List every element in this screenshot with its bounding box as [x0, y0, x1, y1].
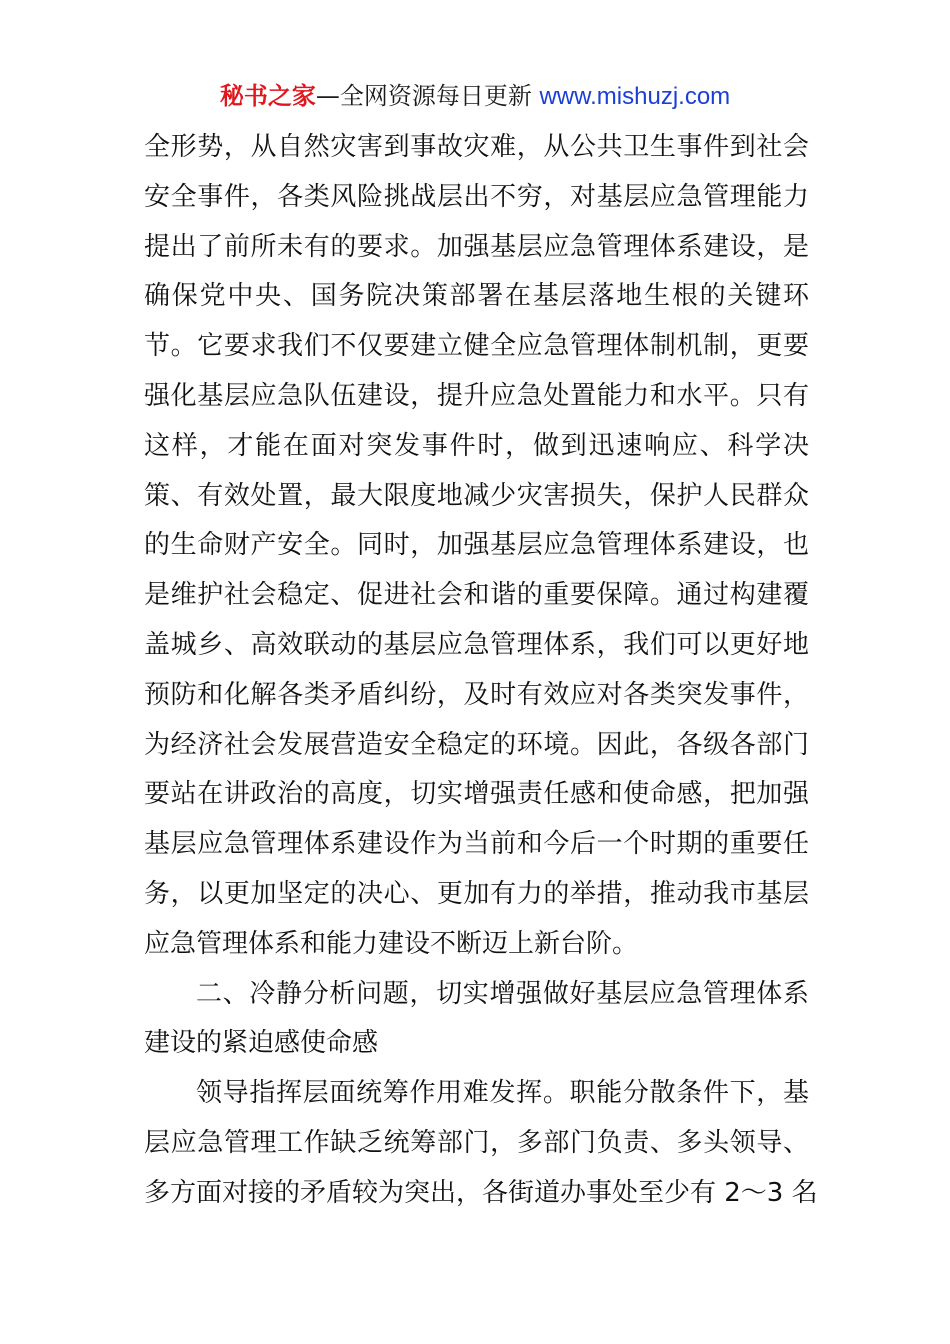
site-header: [0, 78, 950, 115]
text-line: 的生命财产安全。同时，加强基层应急管理体系建设，也: [144, 530, 809, 561]
header-tagline: —全网资源每日更新: [315, 82, 532, 110]
text-line: 节。它要求我们不仅要建立健全应急管理体制机制，更要: [144, 331, 809, 362]
text-line: 安全事件，各类风险挑战层出不穷，对基层应急管理能力: [144, 181, 809, 212]
text-line: 领导指挥层面统筹作用难发挥。职能分散条件下，基: [196, 1078, 809, 1109]
text-line: 提出了前所未有的要求。加强基层应急管理体系建设，是: [144, 231, 809, 262]
site-url-link[interactable]: www.mishuzj.com: [539, 83, 731, 110]
text-line: 这样，才能在面对突发事件时，做到迅速响应、科学决: [144, 430, 809, 461]
text-line: 是维护社会稳定、促进社会和谐的重要保障。通过构建覆: [144, 580, 809, 611]
text-line: 盖城乡、高效联动的基层应急管理体系，我们可以更好地: [144, 629, 809, 660]
text-line: 应急管理体系和能力建设不断迈上新台阶。: [144, 928, 639, 959]
text-line: 策、有效处置，最大限度地减少灾害损失，保护人民群众: [144, 480, 809, 511]
text-line: 基层应急管理体系建设作为当前和今后一个时期的重要任: [144, 829, 809, 860]
text-line: 为经济社会发展营造安全稳定的环境。因此，各级各部门: [144, 729, 809, 760]
text-line: 务，以更加坚定的决心、更加有力的举措，推动我市基层: [144, 878, 809, 909]
section-heading-line: 二、冷静分析问题，切实增强做好基层应急管理体系: [196, 978, 809, 1009]
document-body: [144, 123, 818, 1219]
text-line: 全形势，从自然灾害到事故灾难，从公共卫生事件到社会: [144, 132, 809, 162]
text-line: 要站在讲政治的高度，切实增强责任感和使命感，把加强: [144, 779, 809, 810]
section-heading-line: 建设的紧迫感使命感: [144, 1028, 379, 1059]
site-brand: 秘书之家: [219, 82, 316, 110]
text-line: 强化基层应急队伍建设，提升应急处置能力和水平。只有: [144, 380, 809, 411]
text-line: 预防和化解各类矛盾纠纷，及时有效应对各类突发事件，: [144, 679, 809, 710]
text-line: 确保党中央、国务院决策部署在基层落地生根的关键环: [144, 281, 809, 312]
text-line: 层应急管理工作缺乏统筹部门，多部门负责、多头领导、: [144, 1127, 809, 1158]
text-line: 多方面对接的矛盾较为突出，各街道办事处至少有 2～3 名: [144, 1177, 818, 1208]
